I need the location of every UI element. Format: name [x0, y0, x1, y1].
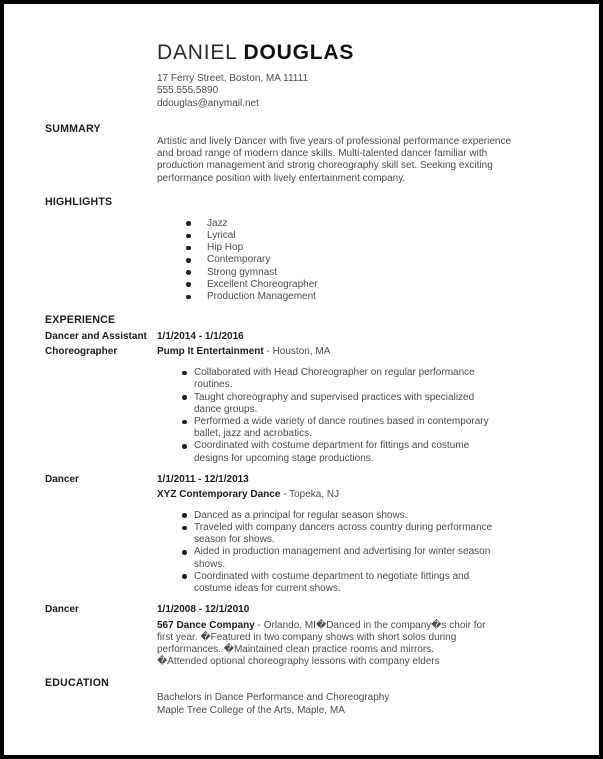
highlights-list [186, 218, 561, 303]
job-company: XYZ Contemporary Dance [157, 488, 281, 500]
contact-block [157, 73, 599, 110]
job-dates: 1/1/2011 - 12/1/2013 [157, 473, 249, 485]
job-bullet: Traveled with company dancers across country during performance season for shows. [182, 522, 504, 546]
highlights-label-column [45, 196, 157, 303]
highlights-content [157, 196, 561, 303]
experience-heading: EXPERIENCE [45, 314, 116, 327]
job-entry-3 [45, 602, 599, 668]
job-bullet: Collaborated with Head Choreographer on regular performance routines. [182, 367, 504, 391]
job-location: - Topeka, NJ [283, 488, 340, 500]
highlight-item: Jazz [186, 218, 561, 230]
job-company-line [157, 487, 561, 502]
job-title: Dancer [45, 473, 79, 485]
highlight-item: Production Management [186, 291, 561, 303]
candidate-name [157, 41, 599, 65]
highlight-item: Contemporary [186, 254, 561, 266]
job-company: Pump It Entertainment [157, 346, 264, 358]
education-section [45, 677, 599, 717]
job-entry-1 [45, 329, 599, 465]
job-details [157, 602, 561, 668]
candidate-last-name: DOUGLAS [243, 41, 355, 64]
highlights-section [45, 196, 599, 303]
highlight-item: Excellent Choreographer [186, 279, 561, 291]
summary-section [45, 123, 599, 185]
contact-address: 17 Ferry Street, Boston, MA 11111 [157, 73, 309, 84]
highlight-item: Strong gymnast [186, 267, 561, 279]
job-company: 567 Dance Company [157, 619, 255, 631]
job-entry-2 [45, 472, 599, 595]
job-description-text: - Orlando, MI�Danced in the company�s choir for first year. �Featured in two company shows with short solos during performances. �Maintained clean practice rooms and mirrors. [157, 619, 486, 656]
summary-content [157, 123, 561, 185]
job-dates: 1/1/2008 - 12/1/2010 [157, 604, 250, 616]
highlights-heading: HIGHLIGHTS [45, 195, 113, 208]
job-title: Dancer [45, 604, 79, 616]
job-company-line [157, 344, 561, 359]
job-bullet: Taught choreography and supervised practices with specialized dance groups. [182, 392, 504, 416]
job-details [157, 472, 561, 595]
contact-phone: 555.555.5890 [157, 85, 219, 97]
summary-text: Artistic and lively Dancer with five years of professional performance experience and broad range of modern dance skills. Multi-talented dancer familiar with production management and strong choreography skill set. Seeking exciting performance position with lively entertainment company. [157, 135, 512, 184]
education-degree: Bachelors in Dance Performance and Choreography [157, 692, 390, 704]
highlight-item: Hip Hop [186, 242, 561, 254]
summary-heading: SUMMARY [45, 122, 101, 135]
summary-label-column [45, 123, 157, 185]
job-description-line2: �Attended optional choreography lessons with company elders [157, 656, 440, 668]
job-details [157, 329, 561, 465]
resume-header [157, 41, 599, 110]
education-school: Maple Tree College of the Arts, Maple, MA [157, 704, 345, 716]
job-location: - Houston, MA [266, 346, 331, 358]
job-description [157, 620, 502, 657]
job-title: Dancer and Assistant Choreographer [45, 331, 147, 358]
job-dates: 1/1/2014 - 1/1/2016 [157, 331, 244, 343]
job-bullet: Performed a wide variety of dance routines based in contemporary ballet, jazz and acrobatics. [182, 416, 504, 440]
job-bullet: Coordinated with costume department to negotiate fittings and costume ideas for current shows. [182, 571, 504, 595]
job-bullet: Aided in production management and advertising for winter season shows. [182, 546, 504, 570]
experience-section [4, 314, 599, 668]
contact-email: ddouglas@anymail.net [157, 97, 259, 109]
job-bullet: Danced as a principal for regular season shows. [182, 510, 504, 522]
education-content [157, 692, 561, 717]
candidate-first-name: DANIEL [157, 41, 237, 64]
job-bullet-list [182, 510, 504, 595]
job-bullet-list [182, 367, 504, 465]
highlight-item: Lyrical [186, 230, 561, 242]
job-bullet: Coordinated with costume department for fittings and costume designs for upcoming stage productions. [182, 440, 504, 464]
education-heading: EDUCATION [45, 677, 109, 690]
education-label-column [45, 677, 157, 717]
